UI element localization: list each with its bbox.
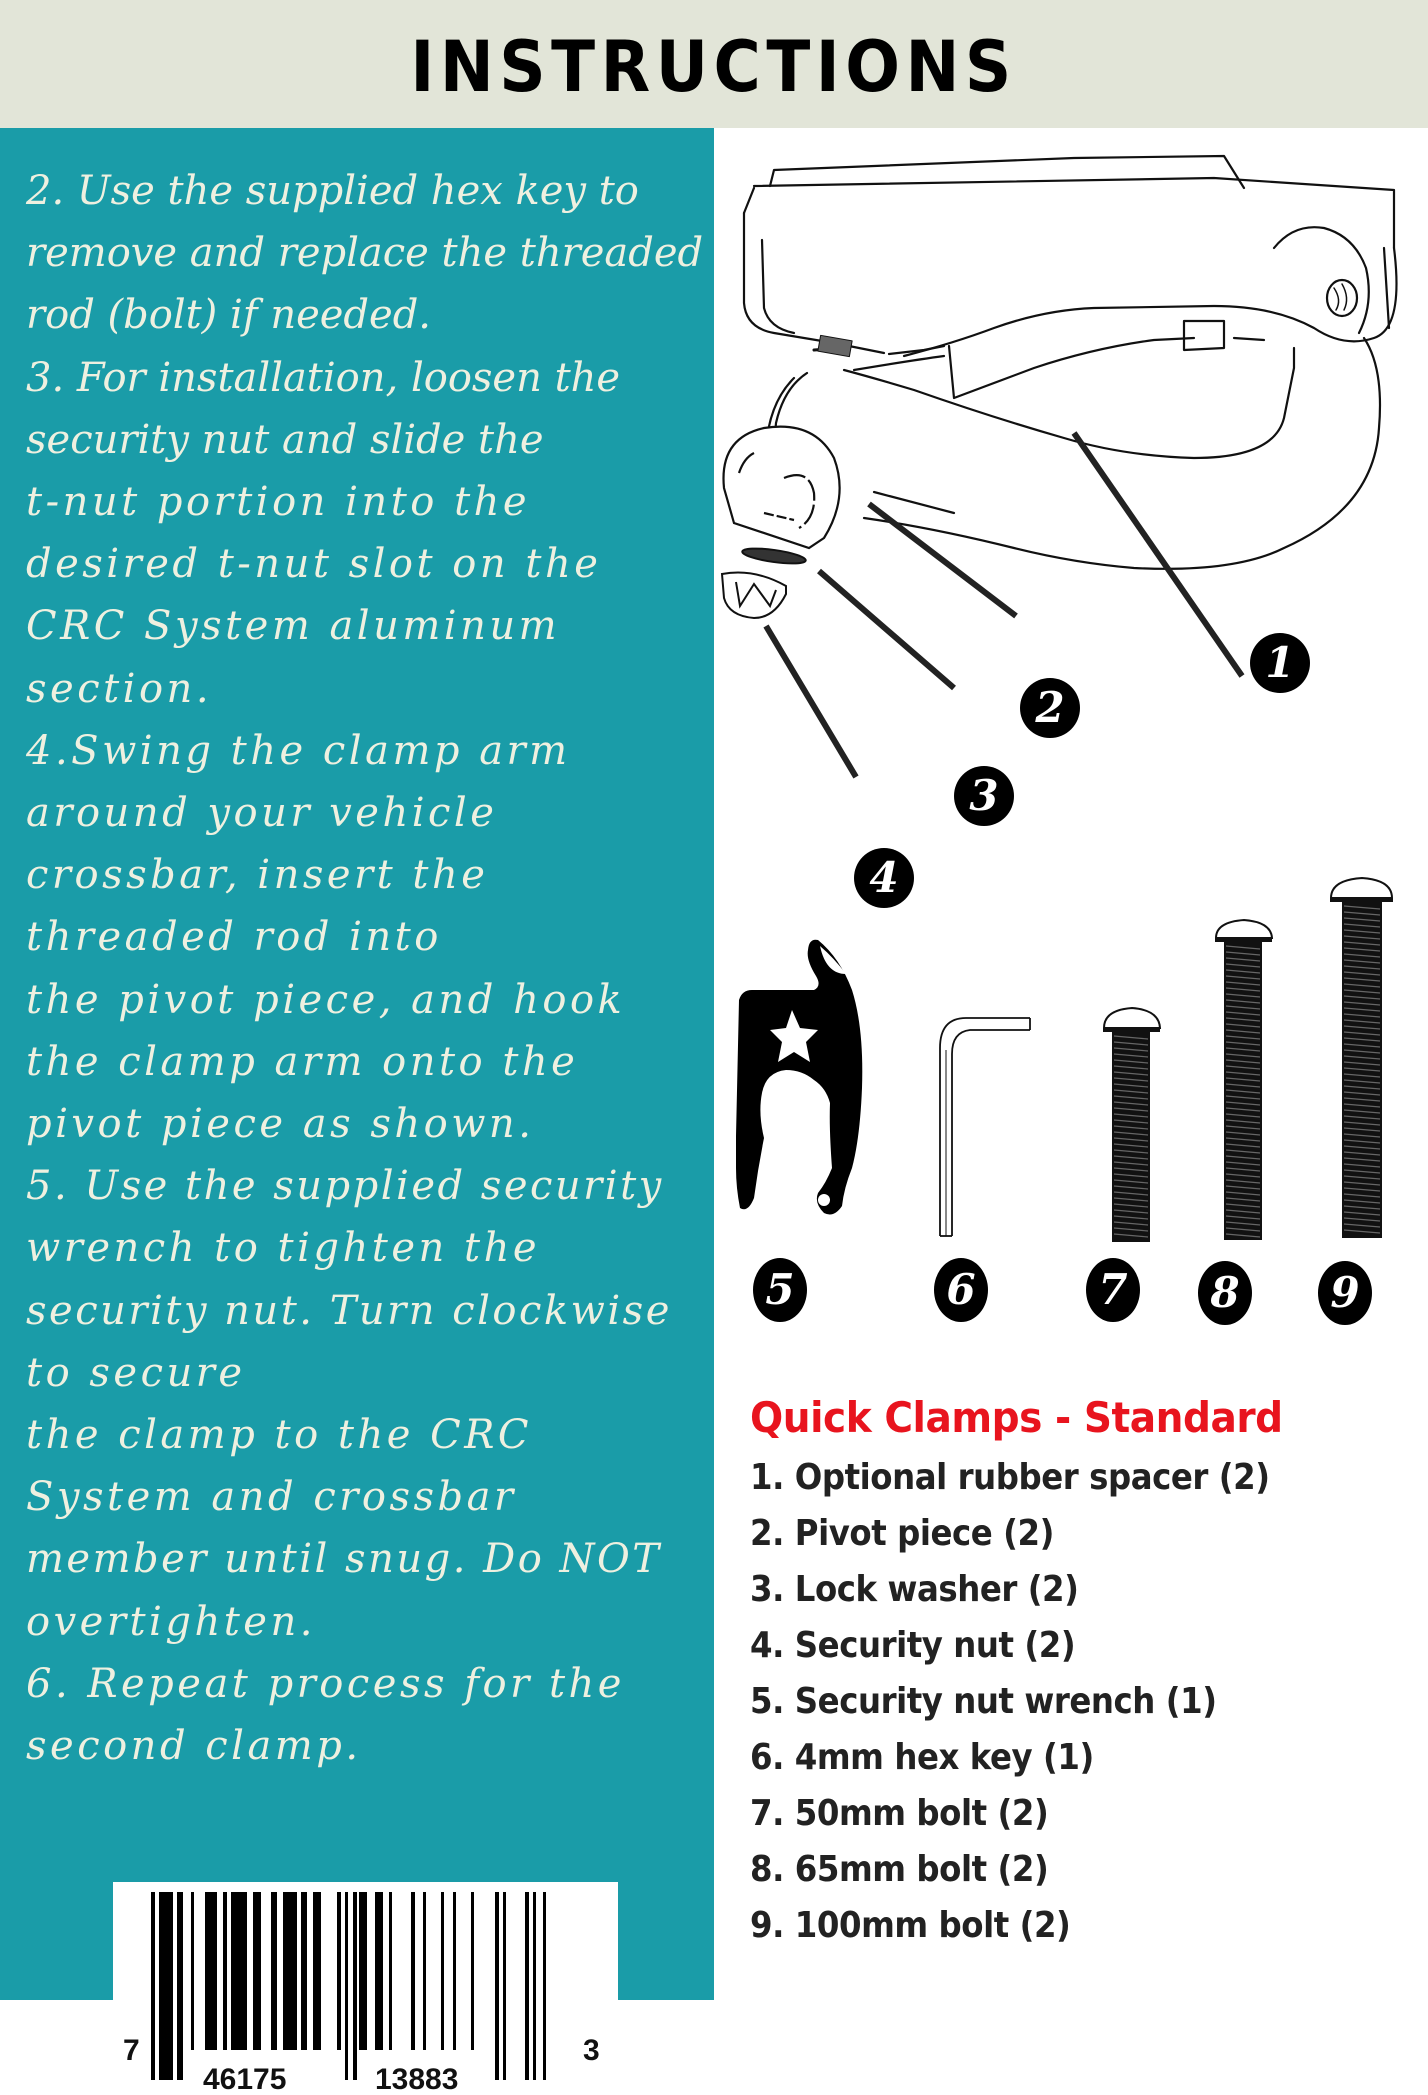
instruction-line: 4.Swing the clamp arm [26,727,571,774]
instruction-line: System and crossbar [26,1474,517,1521]
instruction-line: pivot piece as shown. [26,1101,535,1148]
callout-5: 5 [753,1258,807,1322]
instruction-line: 3. For installation, loosen the [26,354,621,401]
parts-list-title: Quick Clamps - Standard [750,1393,1283,1442]
callout-9: 9 [1318,1261,1372,1325]
parts-list-item: 3. Lock washer (2) [750,1569,1079,1610]
instruction-line: member until snug. Do NOT [26,1536,662,1583]
instruction-line: 5. Use the supplied security [26,1163,664,1210]
parts-list-section [750,1390,1420,1954]
instruction-line: threaded rod into [26,914,442,961]
parts-panel [714,128,1428,2000]
parts-list-item: 6. 4mm hex key (1) [750,1737,1094,1778]
security-wrench-drawing [736,940,862,1215]
instruction-line: security nut and slide the [26,416,544,463]
callout-8: 8 [1198,1261,1252,1325]
instruction-line: 6. Repeat process for the [26,1660,625,1707]
pivot-piece-drawing [724,427,840,548]
callout-7: 7 [1086,1258,1140,1322]
parts-list-item: 7. 50mm bolt (2) [750,1793,1049,1834]
instruction-line: desired t-nut slot on the [26,541,602,588]
barcode-icon [113,1882,618,2095]
instruction-line: around your vehicle [26,790,498,837]
barcode-group-2: 13883 [375,2063,459,2095]
bolt-65mm-drawing [1215,920,1272,1240]
parts-list-item: 4. Security nut (2) [750,1625,1076,1666]
instructions-panel [0,128,714,2095]
instruction-line: remove and replace the threaded [26,230,704,277]
parts-diagram [714,128,1428,1378]
header-band [0,0,1428,128]
callout-3: 3 [954,766,1014,826]
instruction-line: wrench to tighten the [26,1225,541,1272]
barcode-left-digit: 7 [123,2034,140,2067]
instruction-line: the clamp to the CRC [26,1412,532,1459]
callout-4: 4 [854,848,914,908]
instruction-line: second clamp. [26,1723,362,1770]
parts-list [750,1450,1420,1954]
barcode-right-digit: 3 [583,2034,600,2067]
instruction-line: CRC System aluminum [26,603,561,650]
security-nut-drawing [722,573,786,619]
parts-list-item: 2. Pivot piece (2) [750,1513,1054,1554]
instruction-line: crossbar, insert the [26,852,489,899]
instruction-line: t-nut portion into the [26,479,531,526]
callout-6: 6 [934,1258,988,1322]
parts-list-item: 1. Optional rubber spacer (2) [750,1457,1270,1498]
barcode-group-1: 46175 [203,2063,287,2095]
hex-key-drawing [940,1018,1030,1236]
clamp-arm-drawing [744,156,1397,569]
instruction-line: rod (bolt) if needed. [26,292,432,339]
bolt-50mm-drawing [1103,1008,1160,1242]
instruction-line: overtighten. [26,1598,316,1645]
page-title: INSTRUCTIONS [410,26,1018,108]
upc-barcode [113,1882,618,2095]
callout-1: 1 [1250,633,1310,693]
instruction-steps [26,160,716,1777]
bolt-100mm-drawing [1330,878,1393,1238]
lock-washer-drawing [741,546,806,567]
parts-list-item: 5. Security nut wrench (1) [750,1681,1217,1722]
callout-2: 2 [1020,678,1080,738]
instruction-line: the clamp arm onto the [26,1038,579,1085]
instruction-line: section. [26,665,213,712]
instruction-line: the pivot piece, and hook [26,976,626,1023]
parts-list-item: 8. 65mm bolt (2) [750,1849,1049,1890]
instruction-line: to secure [26,1349,246,1396]
instruction-line: 2. Use the supplied hex key to [26,168,639,214]
instruction-line: security nut. Turn clockwise [26,1287,672,1334]
parts-list-item: 9. 100mm bolt (2) [750,1905,1071,1946]
